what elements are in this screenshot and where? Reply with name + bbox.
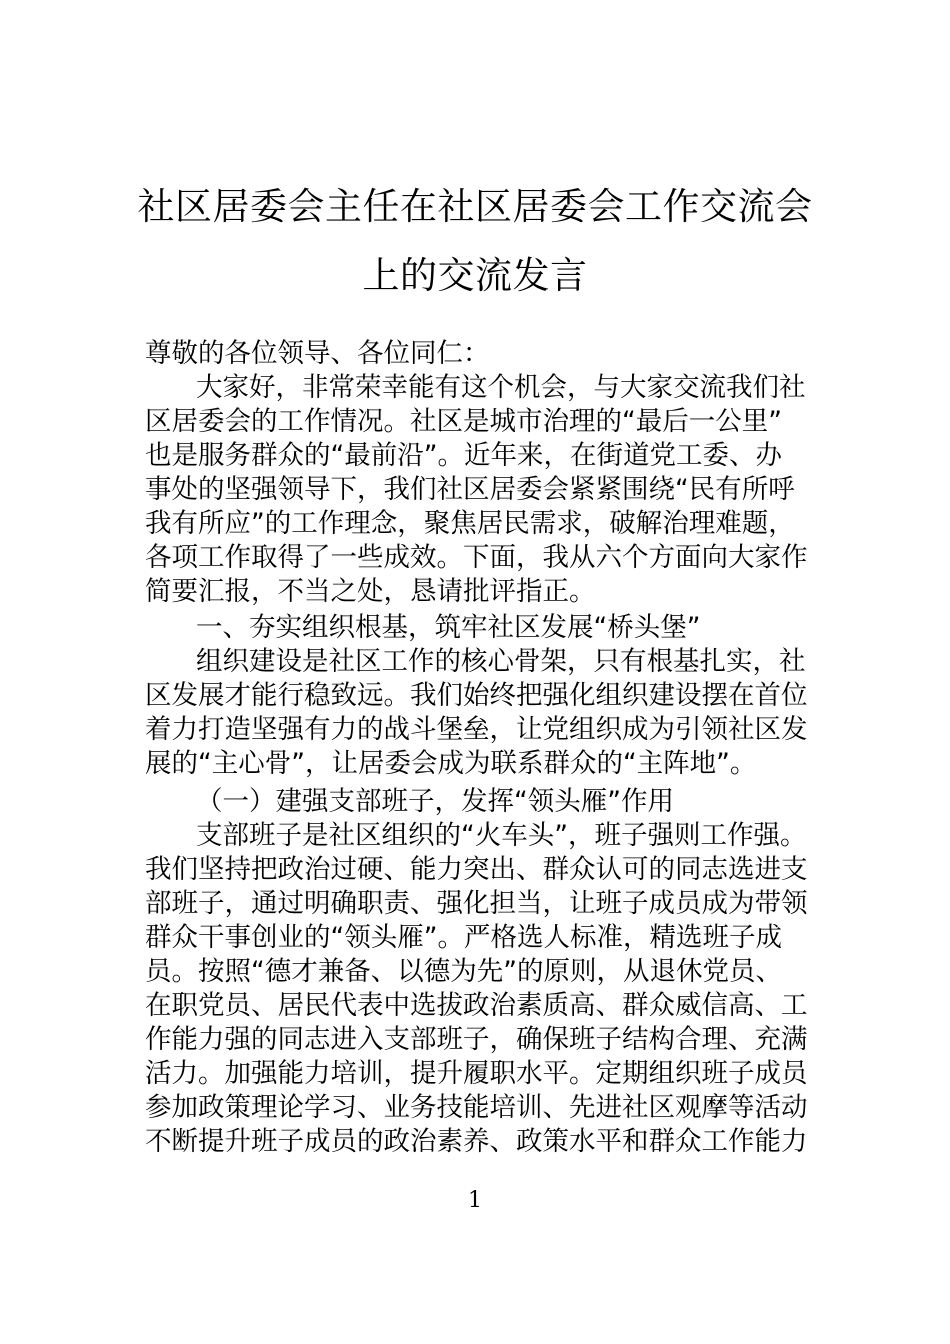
- paragraph-line: 组织建设是社区工作的核心骨架，只有根基扎实，社: [196, 646, 806, 677]
- paragraph-line: 不断提升班子成员的政治素养、政策水平和群众工作能力: [145, 1126, 808, 1157]
- section-heading: 一、夯实组织根基，筑牢社区发展“桥头堡”: [196, 612, 701, 643]
- paragraph-line: 展的“主心骨”，让居委会成为联系群众的“主阵地”。: [145, 748, 757, 779]
- paragraph-line: 作能力强的同志进入支部班子，确保班子结构合理、充满: [145, 1024, 808, 1055]
- paragraph-line: 群众干事创业的“领头雁”。严格选人标准，精选班子成: [145, 922, 782, 953]
- paragraph-line: 大家好，非常荣幸能有这个机会，与大家交流我们社: [196, 372, 806, 403]
- paragraph-line: 在职党员、居民代表中选拔政治素质高、群众威信高、工: [145, 990, 808, 1021]
- paragraph-line: 简要汇报，不当之处，恳请批评指正。: [145, 576, 596, 607]
- paragraph-line: 区发展才能行稳致远。我们始终把强化组织建设摆在首位: [145, 680, 808, 711]
- paragraph-line: 着力打造坚强有力的战斗堡垒，让党组织成为引领社区发: [145, 714, 808, 745]
- page-number: 1: [468, 1188, 482, 1213]
- paragraph-line: 也是服务群众的“最前沿”。近年来，在街道党工委、办: [145, 440, 782, 471]
- paragraph-line: 参加政策理论学习、业务技能培训、先进社区观摩等活动: [145, 1092, 808, 1123]
- paragraph-line: 各项工作取得了一些成效。下面，我从六个方面向大家作: [145, 542, 808, 573]
- title-line-1: 社区居委会主任在社区居委会工作交流会: [137, 185, 813, 228]
- subsection-heading: （一）建强支部班子，发挥“领头雁”作用: [196, 786, 674, 817]
- paragraph-line: 我们坚持把政治过硬、能力突出、群众认可的同志选进支: [145, 854, 808, 885]
- paragraph-line: 事处的坚强领导下，我们社区居委会紧紧围绕“民有所呼: [145, 474, 795, 505]
- paragraph-line: 区居委会的工作情况。社区是城市治理的“最后一公里”: [145, 406, 782, 437]
- paragraph-line: 部班子，通过明确职责、强化担当，让班子成员成为带领: [145, 888, 808, 919]
- paragraph-line: 员。按照“德才兼备、以德为先”的原则，从退休党员、: [145, 956, 782, 987]
- title-line-2: 上的交流发言: [362, 254, 588, 297]
- paragraph-line: 我有所应”的工作理念，聚焦居民需求，破解治理难题，: [145, 508, 795, 539]
- paragraph-line: 活力。加强能力培训，提升履职水平。定期组织班子成员: [145, 1058, 808, 1089]
- salutation: 尊敬的各位领导、各位同仁：: [145, 338, 490, 369]
- paragraph-line: 支部班子是社区组织的“火车头”，班子强则工作强。: [196, 820, 807, 851]
